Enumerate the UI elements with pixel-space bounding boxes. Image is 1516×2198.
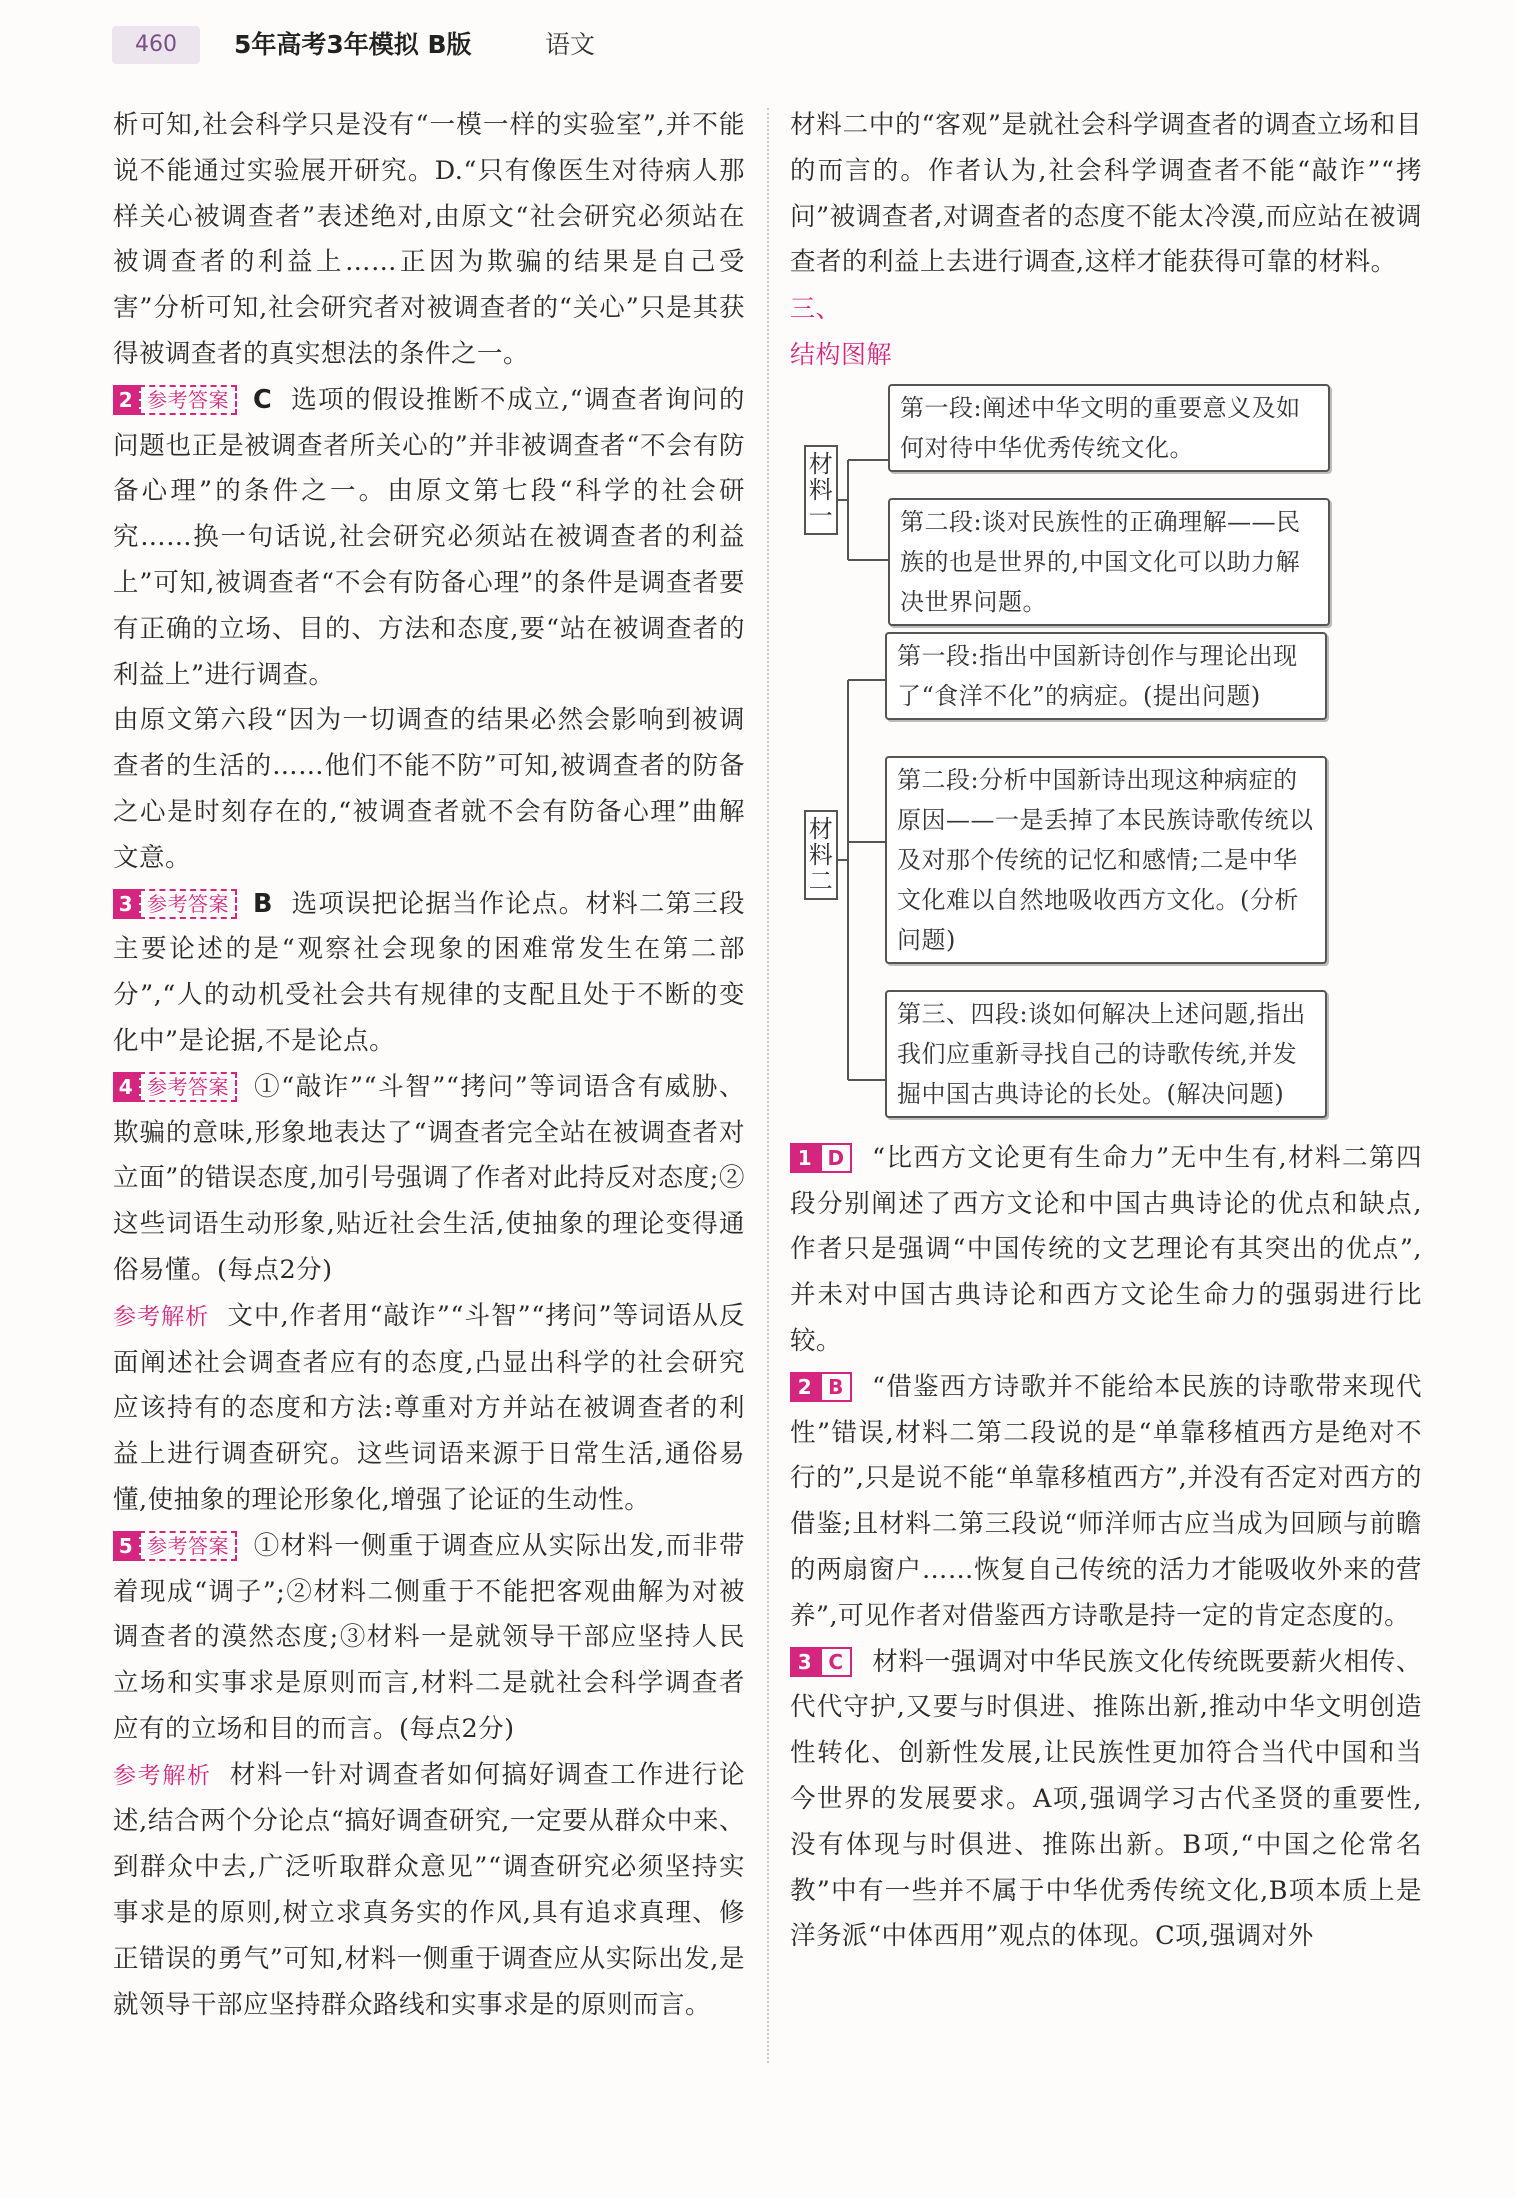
- diagram-label-material-1: 材 料 一: [804, 445, 838, 535]
- subject-label: 语文: [545, 30, 596, 59]
- analysis-label: 参考解析: [113, 1303, 210, 1330]
- analysis-4: [113, 1294, 745, 1524]
- answer-badge: 5 参考答案: [113, 1530, 237, 1560]
- answer-badge: 4 参考答案: [113, 1071, 237, 1101]
- right-column: [790, 103, 1422, 1960]
- diagram-box: 第一段:指出中国新诗创作与理论出现了“食洋不化”的病症。(提出问题): [885, 632, 1327, 720]
- answer-text: 选项的假设推断不成立,“调查者询问的问题也正是被调查者所关心的”并非被调查者“不会有防备心理”的条件之一。由原文第七段“科学的社会研究……换一句话说,社会研究必须站在被调查者的利益上”可知,被调查者“不会有防备心理”的条件是调查者要有正确的立场、目的、方法和态度,要“站在被调查者的利益上”进行调查。: [113, 384, 745, 690]
- answer-choice: B: [253, 888, 273, 919]
- answer-badge: 2 B: [790, 1371, 852, 1401]
- diagram-box: 第三、四段:谈如何解决上述问题,指出我们应重新寻找自己的诗歌传统,并发掘中国古典诗论的长处。(解决问题): [885, 990, 1327, 1118]
- answer-4: [113, 1065, 745, 1294]
- answer-2-right: [790, 1365, 1422, 1640]
- diagram-label-material-2: 材 料 二: [804, 810, 838, 900]
- paragraph: 由原文第六段“因为一切调查的结果必然会影响到被调查者的生活的……他们不能不防”可知,被调查者的防备之心是时刻存在的,“被调查者就不会有防备心理”曲解文意。: [113, 705, 745, 873]
- answer-choice: C: [253, 384, 273, 415]
- answer-2: [113, 378, 745, 699]
- analysis-5: [113, 1753, 745, 2029]
- page-bottom-margin: [0, 2150, 1516, 2198]
- paragraph: 析可知,社会科学只是没有“一模一样的实验室”,并不能说不能通过实验展开研究。D.“只有像医生对待病人那样关心被调查者”表述绝对,由原文“社会研究必须站在被调查者的利益上……正因为欺骗的结果是自己受害”分析可知,社会研究者对被调查者的“关心”只是其获得被调查者的真实想法的条件之一。: [113, 110, 745, 369]
- page-number: 460: [112, 26, 200, 64]
- left-column: [113, 103, 745, 2028]
- section-title: 结构图解: [790, 339, 893, 369]
- answer-text: ①材料一侧重于调查应从实际出发,而非带着现成“调子”;②材料二侧重于不能把客观曲解为对被调查者的漠然态度;③材料一是就领导干部应坚持人民立场和实事求是原则而言,材料二是就社会科学调查者应有的立场和目的而言。(每点2分): [113, 1530, 745, 1744]
- answer-text: ①“敲诈”“斗智”“拷问”等词语含有威胁、欺骗的意味,形象地表达了“调查者完全站在被调查者对立面”的错误态度,加引号强调了作者对此持反对态度;②这些词语生动形象,贴近社会生活,使抽象的理论变得通俗易懂。(每点2分): [113, 1071, 745, 1285]
- answer-text: 材料一强调对中华民族文化传统既要薪火相传、代代守护,又要与时俱进、推陈出新,推动中华文明创造性转化、创新性发展,让民族性更加符合当代中国和当今世界的发展要求。A项,强调学习古代圣贤的重要性,没有体现与时俱进、推陈出新。B项,“中国之伦常名教”中有一些并不属于中华优秀传统文化,B项本质上是洋务派“中体西用”观点的体现。C项,强调对外: [790, 1646, 1422, 1952]
- answer-3: [113, 882, 745, 1065]
- diagram-box: 第二段:谈对民族性的正确理解——民族的也是世界的,中国文化可以助力解决世界问题。: [888, 498, 1330, 626]
- book-title: 5年高考3年模拟 B版: [234, 30, 472, 59]
- answer-badge: 3 C: [790, 1646, 852, 1676]
- answer-1: [790, 1136, 1422, 1365]
- structure-diagram: [790, 380, 1422, 1130]
- answer-badge: 1 D: [790, 1142, 852, 1172]
- analysis-text: 文中,作者用“敲诈”“斗智”“拷问”等词语从反面阐述社会调查者应有的态度,凸显出科学的社会研究应该持有的态度和方法:尊重对方并站在被调查者的利益上进行调查研究。这些词语来源于日常生活,通俗易懂,使抽象的理论形象化,增强了论证的生动性。: [113, 1300, 746, 1515]
- answer-text: “借鉴西方诗歌并不能给本民族的诗歌带来现代性”错误,材料二第二段说的是“单靠移植西方是绝对不行的”,只是说不能“单靠移植西方”,并没有否定对西方的借鉴;且材料二第三段说“师洋师古应当成为回顾与前瞻的两扇窗户……恢复自己传统的活力才能吸收外来的营养”,可见作者对借鉴西方诗歌是持一定的肯定态度的。: [790, 1371, 1422, 1631]
- column-divider: [767, 108, 769, 2063]
- answer-badge: 3 参考答案: [113, 888, 237, 918]
- section-number: 三、: [790, 294, 842, 324]
- answer-badge: 2 参考答案: [113, 384, 237, 414]
- diagram-box: 第一段:阐述中华文明的重要意义及如何对待中华优秀传统文化。: [888, 384, 1330, 472]
- analysis-label: 参考解析: [113, 1762, 212, 1789]
- paragraph: 材料二中的“客观”是就社会科学调查者的调查立场和目的而言的。作者认为,社会科学调查者不能“敲诈”“拷问”被调查者,对调查者的态度不能太冷漠,而应站在被调查者的利益上去进行调查,这样才能获得可靠的材料。: [790, 110, 1422, 278]
- page-header: [0, 0, 1516, 90]
- analysis-text: 材料一针对调查者如何搞好调查工作进行论述,结合两个分论点“搞好调查研究,一定要从群众中来、到群众中去,广泛听取群众意见”“调查研究必须坚持实事求是的原则,树立求真务实的作风,具有追求真理、修正错误的勇气”可知,材料一侧重于调查应从实际出发,是就领导干部应坚持群众路线和实事求是的原则而言。: [113, 1759, 745, 2020]
- answer-5: [113, 1524, 745, 1753]
- diagram-box: 第二段:分析中国新诗出现这种病症的原因——一是丢掉了本民族诗歌传统以及对那个传统的记忆和感情;二是中华文化难以自然地吸收西方文化。(分析问题): [885, 756, 1327, 964]
- answer-text: 选项误把论据当作论点。材料二第三段主要论述的是“观察社会现象的困难常发生在第二部分”,“人的动机受社会共有规律的支配且处于不断的变化中”是论据,不是论点。: [113, 888, 745, 1056]
- answer-text: “比西方文论更有生命力”无中生有,材料二第四段分别阐述了西方文论和中国古典诗论的优点和缺点,作者只是强调“中国传统的文艺理论有其突出的优点”,并未对中国古典诗论和西方文论生命力的强弱进行比较。: [790, 1142, 1422, 1356]
- answer-3-right: [790, 1640, 1422, 1961]
